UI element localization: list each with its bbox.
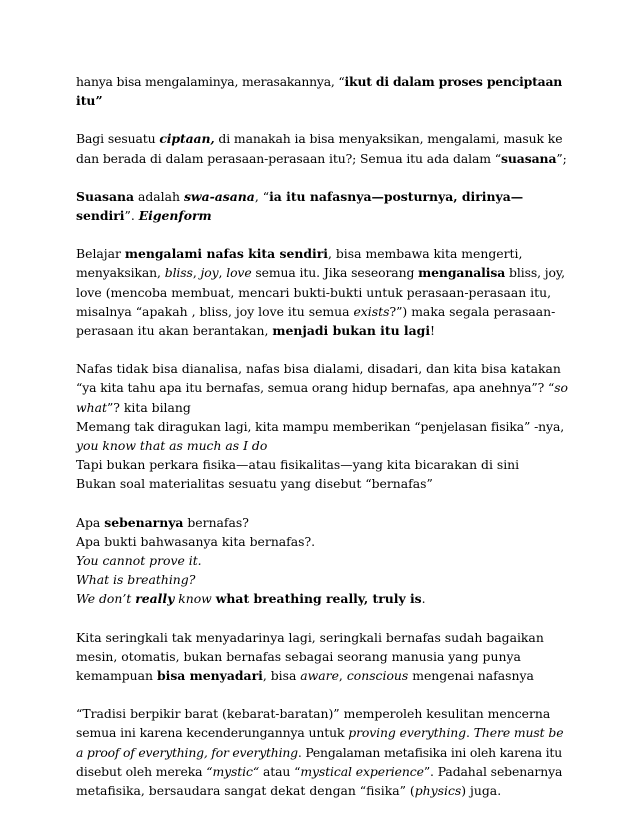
text-line: itu” (76, 93, 103, 109)
text-line: “ya kita tahu apa itu bernafas, semua orang hidup bernafas, apa anehnya”? “so (76, 380, 568, 396)
text-line: hanya bisa mengalaminya, merasakannya, “ikut di dalam proses penciptaan (76, 74, 563, 89)
text-line: mesin, otomatis, bukan bernafas sebagai seorang manusia yang punya (76, 648, 521, 664)
text-line: kemampuan bisa menyadari, bisa aware, conscious mengenai nafasnya (76, 668, 534, 684)
text-line: semua ini karena kecenderungannya untuk proving everything. There must be (76, 725, 564, 741)
paragraph-4 (76, 244, 568, 340)
text-line: menyaksikan, bliss, joy, love semua itu. Jika seseorang menganalisa bliss, joy, (76, 265, 565, 281)
text-line: Memang tak diragukan lagi, kita mampu memberikan “penjelasan fisika” -nya, (76, 418, 565, 434)
text-line: metafisika, bersaudara sangat dekat dengan “fisika” (physics) juga. (76, 783, 502, 799)
text-line: Apa sebenarnya bernafas? (76, 514, 249, 530)
text-line: what”? kita bilang (76, 399, 191, 415)
paragraph-7 (76, 628, 568, 686)
paragraph-2 (76, 129, 568, 167)
text-line: What is breathing? (76, 572, 196, 588)
paragraph-1 (76, 72, 568, 110)
text-line: dan berada di dalam perasaan-perasaan itu?; Semua itu ada dalam “suasana”; (76, 150, 567, 166)
text-line: Bagi sesuatu ciptaan, di manakah ia bisa menyaksikan, mengalami, masuk ke (76, 131, 563, 147)
text-line: Bukan soal materialitas sesuatu yang disebut “bernafas” (76, 476, 433, 492)
text-line: You cannot prove it. (76, 553, 202, 569)
text-line: Nafas tidak bisa dianalisa, nafas bisa dialami, disadari, dan kita bisa katakan (76, 361, 561, 377)
text-line: “Tradisi berpikir barat (kebarat-baratan)” memperoleh kesulitan mencerna (76, 706, 551, 722)
document-body (76, 72, 568, 800)
paragraph-6 (76, 513, 568, 609)
text-line: misalnya “apakah , bliss, joy love itu semua exists?”) maka segala perasaan- (76, 303, 556, 319)
text-line: Belajar mengalami nafas kita sendiri, bisa membawa kita mengerti, (76, 246, 523, 262)
text-line: love (mencoba membuat, mencari bukti-bukti untuk perasaan-perasaan itu, (76, 284, 552, 300)
text-line: a proof of everything, for everything. Pengalaman metafisika ini oleh karena itu (76, 744, 562, 760)
text-line: We don’t really know what breathing really, truly is. (76, 591, 426, 607)
text-line: you know that as much as I do (76, 438, 268, 454)
text-line: Kita seringkali tak menyadarinya lagi, seringkali bernafas sudah bagaikan (76, 629, 544, 645)
text-line: sendiri”. Eigenform (76, 208, 212, 224)
text-line: Tapi bukan perkara fisika—atau fisikalitas—yang kita bicarakan di sini (76, 457, 520, 473)
text-line: disebut oleh mereka “mystic“ atau “mystical experience”. Padahal sebenarnya (76, 763, 563, 779)
text-line: perasaan itu akan berantakan, menjadi bukan itu lagi! (76, 323, 436, 339)
paragraph-3 (76, 187, 568, 225)
text-line: Suasana adalah swa-asana, “ia itu nafasnya—posturnya, dirinya— (76, 188, 524, 204)
paragraph-8 (76, 704, 568, 800)
text-line: Apa bukti bahwasanya kita bernafas?. (76, 533, 316, 549)
paragraph-5 (76, 359, 568, 493)
